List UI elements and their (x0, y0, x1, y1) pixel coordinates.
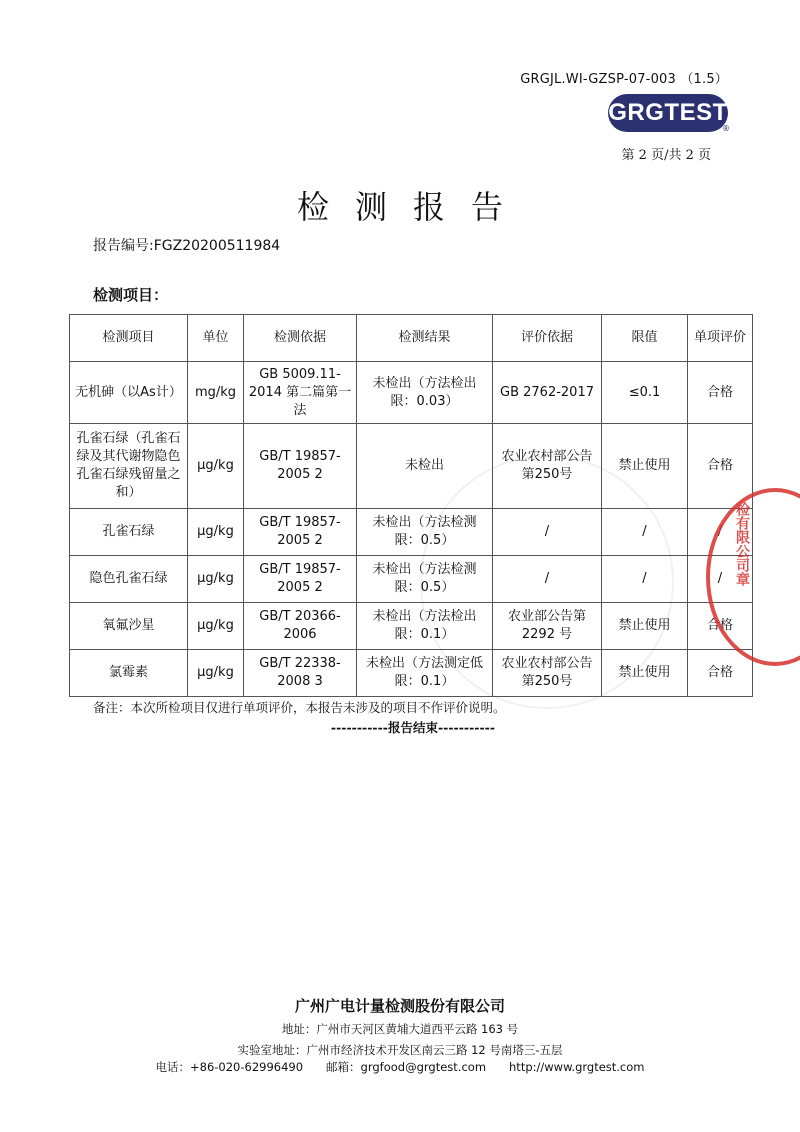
table-cell: μg/kg (188, 509, 244, 556)
table-cell: 孔雀石绿（孔雀石绿及其代谢物隐色孔雀石绿残留量之和） (70, 424, 188, 509)
table-cell: / (602, 509, 688, 556)
table-cell: 合格 (688, 424, 753, 509)
table-cell: μg/kg (188, 424, 244, 509)
test-items-table (69, 314, 753, 697)
table-cell: 禁止使用 (602, 424, 688, 509)
document-code: GRGJL.WI-GZSP-07-003 （1.5） (520, 72, 728, 87)
header-evaluation: 单项评价 (688, 315, 753, 362)
table-cell: ≤0.1 (602, 362, 688, 424)
table-row (70, 556, 753, 603)
table-cell: 农业农村部公告 第250号 (493, 650, 602, 697)
header-item: 检测项目 (70, 315, 188, 362)
table-cell: μg/kg (188, 650, 244, 697)
header-limit: 限值 (602, 315, 688, 362)
lab-address: 实验室地址：广州市经济技术开发区南云三路 12 号南塔三-五层 (237, 1043, 563, 1057)
table-cell: GB 2762-2017 (493, 362, 602, 424)
table-cell: 孔雀石绿 (70, 509, 188, 556)
report-end-marker: -----------报告结束----------- (330, 720, 496, 735)
remark-note: 备注：本次所检项目仅进行单项评价，本报告未涉及的项目不作评价说明。 (93, 700, 506, 715)
table-cell: GB/T 19857-2005 2 (244, 424, 357, 509)
table-cell: 农业部公告第2292 号 (493, 603, 602, 650)
table-row (70, 424, 753, 509)
table-cell: μg/kg (188, 556, 244, 603)
table-cell: 合格 (688, 362, 753, 424)
table-cell: 未检出（方法检测限：0.5） (357, 556, 493, 603)
table-cell: GB/T 19857-2005 2 (244, 556, 357, 603)
header-method: 检测依据 (244, 315, 357, 362)
table-cell: / (688, 509, 753, 556)
registered-mark: ® (722, 124, 730, 133)
table-row (70, 603, 753, 650)
table-cell: 未检出 (357, 424, 493, 509)
table-cell: 合格 (688, 650, 753, 697)
table-cell: / (493, 509, 602, 556)
table-row (70, 509, 753, 556)
company-name: 广州广电计量检测股份有限公司 (294, 997, 505, 1015)
table-cell: 农业农村部公告 第250号 (493, 424, 602, 509)
table-cell: 禁止使用 (602, 650, 688, 697)
table-cell: / (602, 556, 688, 603)
table-cell: 氯霉素 (70, 650, 188, 697)
header-result: 检测结果 (357, 315, 493, 362)
table-header-row (70, 315, 753, 362)
table-row (70, 650, 753, 697)
grgtest-logo: GRGTEST (608, 94, 728, 132)
table-cell: 无机砷（以As计） (70, 362, 188, 424)
table-cell: 未检出（方法检出限：0.1） (357, 603, 493, 650)
table-cell: 合格 (688, 603, 753, 650)
table-cell: GB/T 22338-2008 3 (244, 650, 357, 697)
table-cell: mg/kg (188, 362, 244, 424)
table-cell: 禁止使用 (602, 603, 688, 650)
table-cell: 未检出（方法检出限：0.03） (357, 362, 493, 424)
report-title: 检测报告 (296, 188, 529, 226)
table-cell: μg/kg (188, 603, 244, 650)
header-unit: 单位 (188, 315, 244, 362)
company-address: 地址：广州市天河区黄埔大道西平云路 163 号 (281, 1022, 519, 1036)
contact-info: 电话：+86-020-62996490 邮箱：grgfood@grgtest.com http://www.grgtest.com (155, 1060, 645, 1074)
table-cell: GB/T 19857-2005 2 (244, 509, 357, 556)
table-cell: 隐色孔雀石绿 (70, 556, 188, 603)
table-row (70, 362, 753, 424)
report-number: 报告编号:FGZ20200511984 (93, 238, 281, 254)
table-cell: 未检出（方法检测限：0.5） (357, 509, 493, 556)
table-cell: 氧氟沙星 (70, 603, 188, 650)
table-cell: GB 5009.11-2014 第二篇第一法 (244, 362, 357, 424)
table-cell: 未检出（方法测定低限：0.1） (357, 650, 493, 697)
header-criteria: 评价依据 (493, 315, 602, 362)
page-number: 第 2 页/共 2 页 (621, 148, 711, 163)
table-cell: / (493, 556, 602, 603)
table-cell: / (688, 556, 753, 603)
table-cell: GB/T 20366-2006 (244, 603, 357, 650)
section-title: 检测项目： (93, 286, 169, 304)
stamp-text: 检有限公司章 (734, 502, 750, 586)
